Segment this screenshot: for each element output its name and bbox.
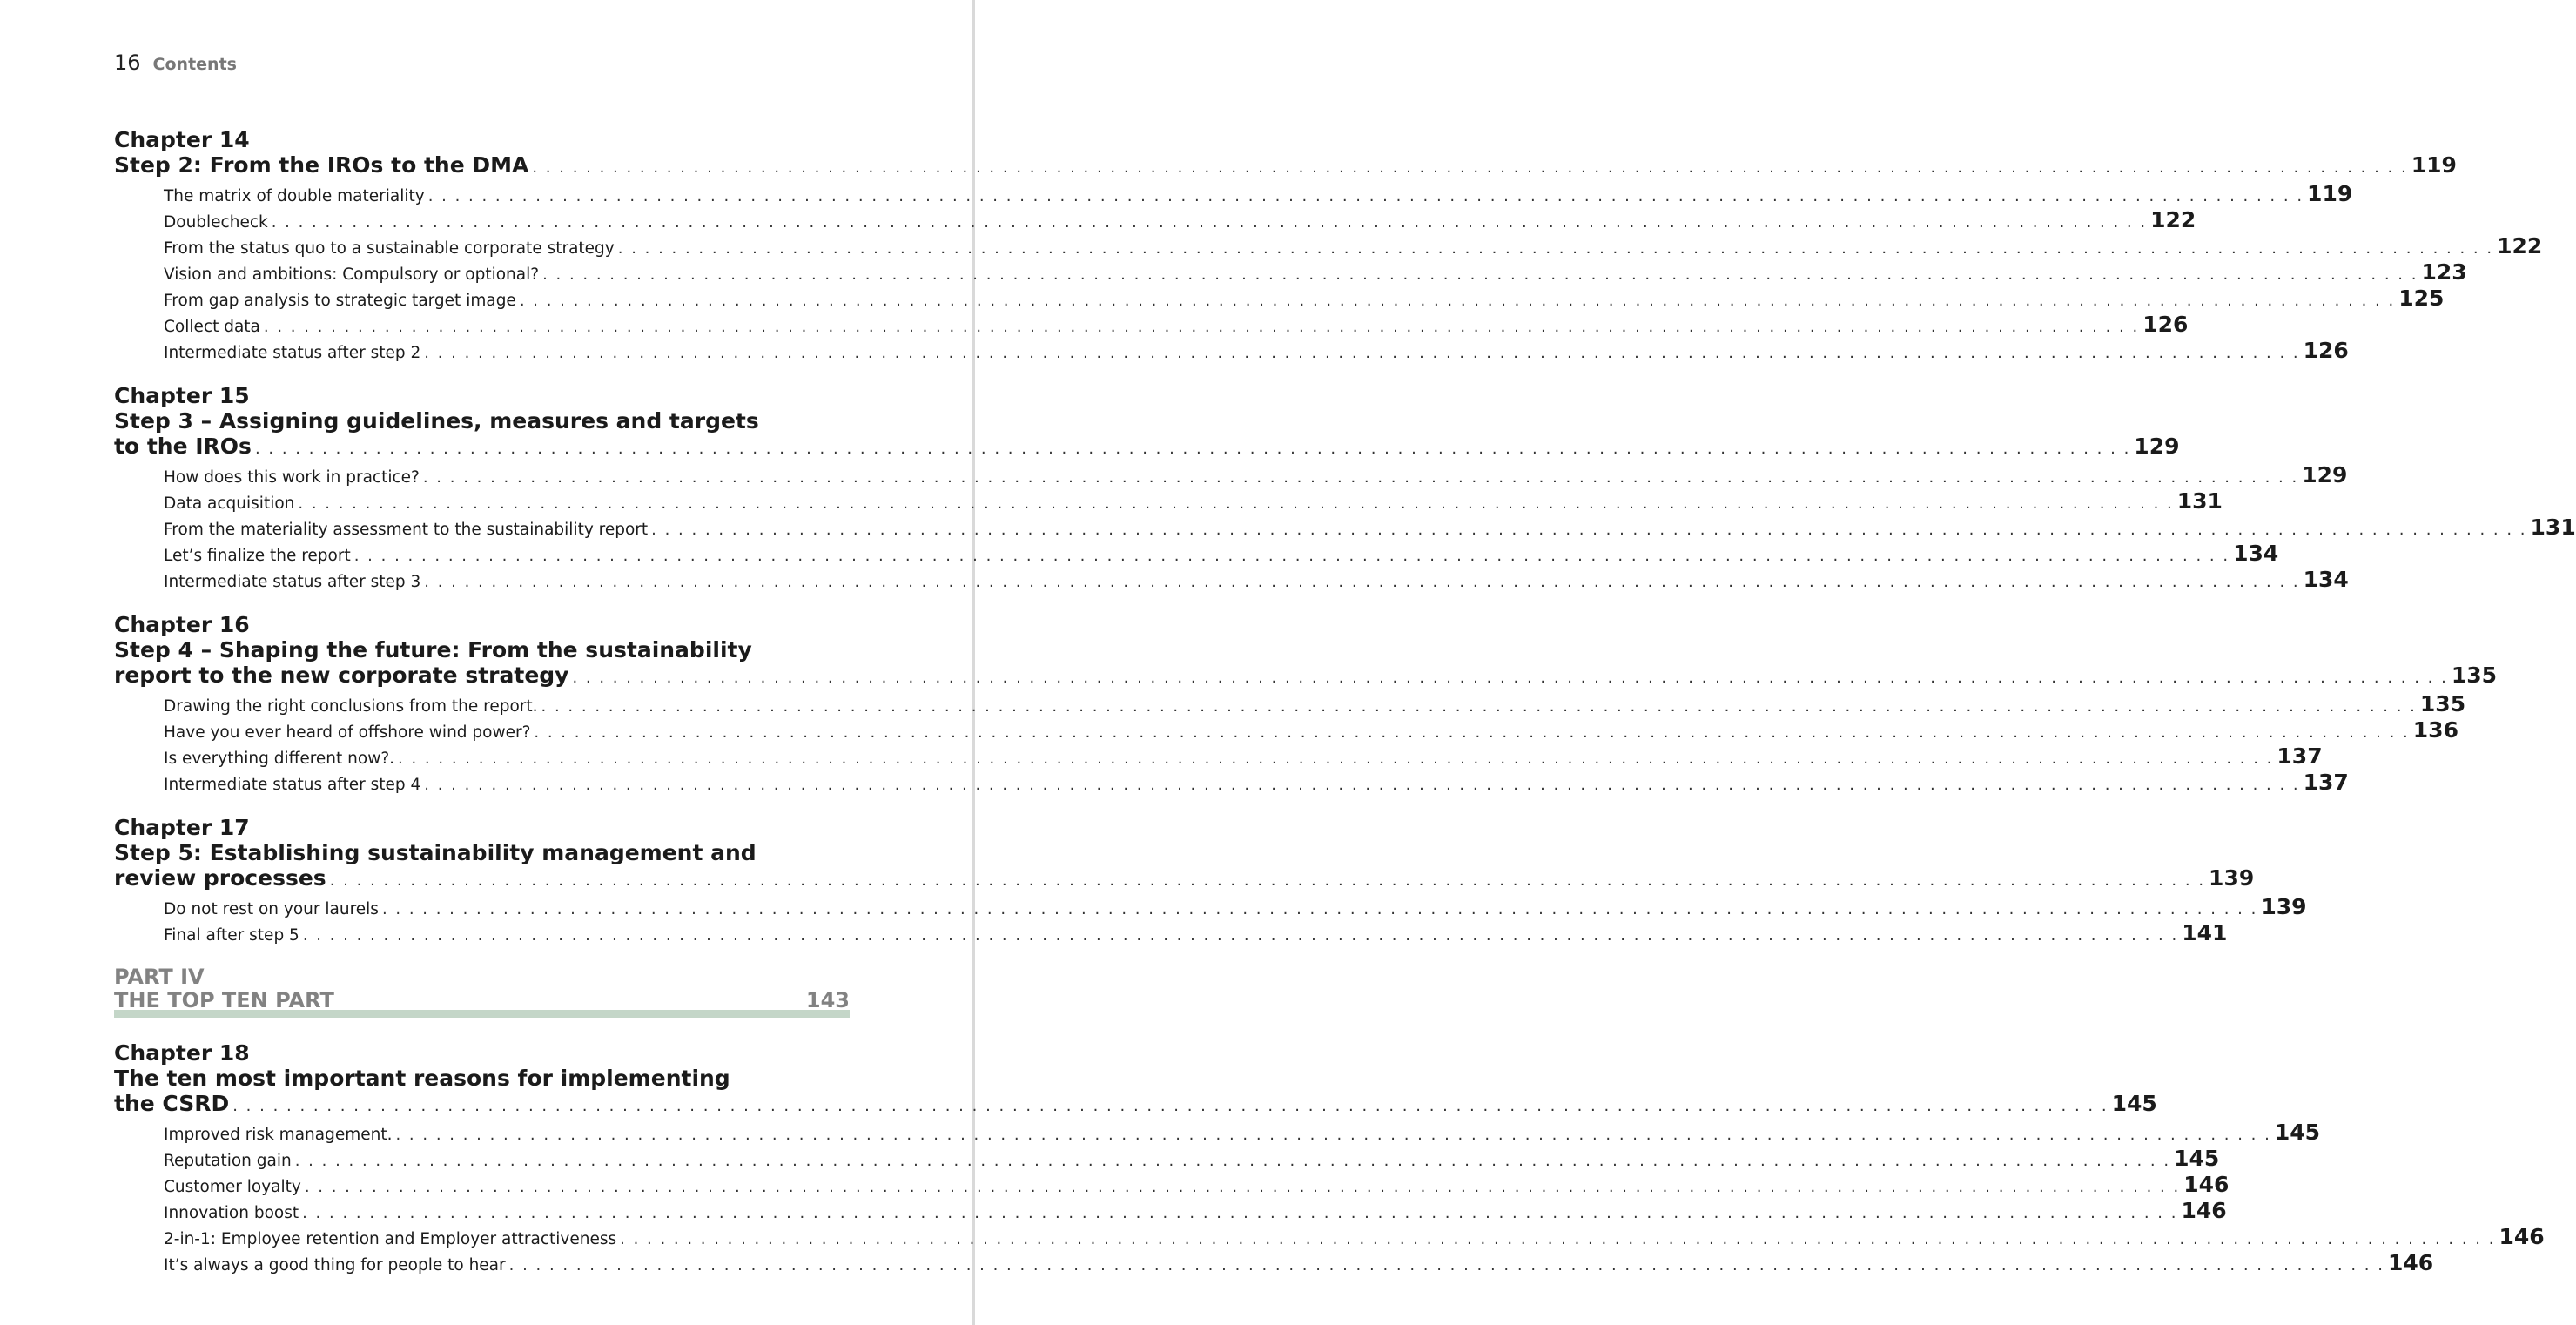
part-label: PART IV	[114, 965, 205, 989]
section-title: From gap analysis to strategic target image	[164, 292, 516, 310]
section-title: Final after step 5	[164, 926, 299, 945]
dot-leader: . . . . . . . . . . . . . . . . . . . . . . . . . . . . . . . . . . . . . . . . . . . . . . . . . . . . . . . . . . . . . . . . . . . . . . . . . . . . . . . . . . . . . . . . . . . . . . . . . . . . . . . . . . . . . . . . . . . . . . . . . . . . . . . . . . . . . . . . . . . .	[519, 292, 2396, 310]
section-title: Vision and ambitions: Compulsory or optional?	[164, 266, 540, 284]
section-page-number: 129	[2302, 462, 2348, 488]
toc-section-entry[interactable]	[164, 1250, 2434, 1277]
dot-leader: . . . . . . . . . . . . . . . . . . . . . . . . . . . . . . . . . . . . . . . . . . . . . . . . . . . . . . . . . . . . . . . . . . . . . . . . . . . . . . . . . . . . . . . . . . . . . . . . . . . . . . . . . . . . . . . . . . . . . . . . . . . . . . . . . . . . . . . . . . . .	[298, 494, 2174, 513]
chapter-17	[114, 815, 2307, 947]
part-iv	[114, 965, 850, 1018]
section-page-number: 122	[2497, 233, 2543, 259]
section-title: Do not rest on your laurels	[164, 900, 379, 918]
section-page-number: 125	[2398, 286, 2445, 311]
section-title: Drawing the right conclusions from the report.	[164, 697, 538, 716]
section-list	[114, 691, 2466, 797]
toc-section-entry[interactable]	[164, 1198, 2227, 1225]
section-page-number: 126	[2303, 338, 2349, 363]
page-number: 16	[114, 50, 141, 75]
section-page-number: 134	[2233, 541, 2279, 566]
chapter-page-number: 135	[2451, 662, 2498, 688]
dot-leader: . . . . . . . . . . . . . . . . . . . . . . . . . . . . . . . . . . . . . . . . . . . . . . . . . . . . . . . . . . . . . . . . . . . . . . . . . . . . . . . . . . . . . . . . . . . . . . . . . . . . . . . . . . . . . . . . . . . . . . . . . . . . . . . . . . . . . . . . . . . .	[508, 1256, 2384, 1275]
section-title: Is everything different now?.	[164, 750, 395, 768]
toc-section-entry[interactable]	[164, 286, 2445, 313]
section-page-number: 131	[2176, 488, 2223, 514]
dot-leader: . . . . . . . . . . . . . . . . . . . . . . . . . . . . . . . . . . . . . . . . . . . . . . . . . . . . . . . . . . . . . . . . . . . . . . . . . . . . . . . . . . . . . . . . . . . . . . . . . . . . . . . . . . . . . . . . . . . . . . . . . . . . . . . . . . . . . . . . . . . .	[302, 1204, 2178, 1222]
section-list	[114, 894, 2307, 947]
toc-section-entry[interactable]	[164, 1172, 2230, 1199]
section-page-number: 145	[2274, 1120, 2321, 1145]
section-title: From the materiality assessment to the sustainability report	[164, 521, 649, 539]
section-page-number: 123	[2421, 259, 2467, 285]
toc-section-entry[interactable]	[164, 1224, 2545, 1251]
section-list	[114, 462, 2576, 594]
section-title: Customer loyalty	[164, 1178, 301, 1196]
section-page-number: 146	[2183, 1172, 2230, 1197]
chapter-page-number: 145	[2111, 1091, 2157, 1116]
section-title: How does this work in practice?	[164, 468, 420, 487]
section-page-number: 119	[2307, 181, 2353, 206]
dot-leader: . . . . . . . . . . . . . . . . . . . . . . . . . . . . . . . . . . . . . . . . . . . . . . . . . . . . . . . . . . . . . . . . . . . . . . . . . . . . . . . . . . . . . . . . . . . . . . . . . . . . . . . . . . . . . . . . . . . . . . . . . . . . . . . . . . . . . . . . . . . .	[617, 239, 2494, 258]
dot-leader: . . . . . . . . . . . . . . . . . . . . . . . . . . . . . . . . . . . . . . . . . . . . . . . . . . . . . . . . . . . . . . . . . . . . . . . . . . . . . . . . . . . . . . . . . . . . . . . . . . . . . . . . . . . . . . . . . . . . . . . . . . . . . . . . . . . . . . . . . . . .	[381, 900, 2258, 918]
dot-leader: . . . . . . . . . . . . . . . . . . . . . . . . . . . . . . . . . . . . . . . . . . . . . . . . . . . . . . . . . . . . . . . . . . . . . . . . . . . . . . . . . . . . . . . . . . . . . . . . . . . . . . . . . . . . . . . . . . . . . . . . . . . . . . . . . . . . . . . . . . . .	[541, 697, 2417, 716]
running-header	[114, 50, 237, 78]
chapter-title-line-2: report to the new corporate strategy	[114, 662, 569, 688]
section-page-number: 146	[2387, 1250, 2434, 1275]
dot-leader: . . . . . . . . . . . . . . . . . . . . . . . . . . . . . . . . . . . . . . . . . . . . . . . . . . . . . . . . . . . . . . . . . . . . . . . . . . . . . . . . . . . . . . . . . . . . . . . . . . . . . . . . . . . . . . . . . . . . . . . . . . . . . . . . . . . . . . . . . . . .	[572, 669, 2448, 687]
section-title: Collect data	[164, 318, 260, 336]
chapter-label: Chapter 16	[114, 612, 250, 637]
toc-section-entry[interactable]	[164, 691, 2466, 718]
toc-section-entry[interactable]	[164, 1120, 2321, 1147]
dot-leader: . . . . . . . . . . . . . . . . . . . . . . . . . . . . . . . . . . . . . . . . . . . . . . . . . . . . . . . . . . . . . . . . . . . . . . . . . . . . . . . . . . . . . . . . . . . . . . . . . . . . . . . . . . . . . . . . . . . . . . . . . . . . . . . . . . . . . . . . . . . .	[422, 468, 2299, 487]
section-title: Intermediate status after step 4	[164, 776, 421, 794]
chapter-title-line-1: Step 4 – Shaping the future: From the sustainability	[114, 637, 752, 662]
toc-section-entry[interactable]	[164, 207, 2196, 234]
section-title: Intermediate status after step 2	[164, 344, 421, 362]
dot-leader: . . . . . . . . . . . . . . . . . . . . . . . . . . . . . . . . . . . . . . . . . . . . . . . . . . . . . . . . . . . . . . . . . . . . . . . . . . . . . . . . . . . . . . . . . . . . . . . . . . . . . . . . . . . . . . . . . . . . . . . . . . . . . . . . . . . . . . . . . . . .	[534, 723, 2410, 742]
chapter-title: Step 2: From the IROs to the DMA	[114, 152, 529, 178]
chapter-title-line-2: to the IROs	[114, 434, 252, 459]
chapter-title-entry[interactable]	[114, 434, 2180, 461]
section-list	[114, 1120, 2545, 1277]
section-title: Intermediate status after step 3	[164, 573, 421, 591]
toc-section-entry[interactable]	[164, 338, 2349, 365]
section-title: Let’s finalize the report	[164, 547, 351, 565]
chapter-label: Chapter 18	[114, 1040, 250, 1066]
section-title: 2-in-1: Employee retention and Employer attractiveness	[164, 1230, 617, 1248]
section-page-number: 131	[2530, 515, 2576, 540]
dot-leader: . . . . . . . . . . . . . . . . . . . . . . . . . . . . . . . . . . . . . . . . . . . . . . . . . . . . . . . . . . . . . . . . . . . . . . . . . . . . . . . . . . . . . . . . . . . . . . . . . . . . . . . . . . . . . . . . . . . . . . . . . . . . . . . . . . . . . . . . . . . .	[232, 1097, 2109, 1115]
chapter-title-entry[interactable]	[114, 662, 2498, 690]
section-title: Innovation boost	[164, 1204, 299, 1222]
toc-section-entry[interactable]	[164, 717, 2458, 744]
part-title-entry[interactable]	[114, 989, 850, 1012]
dot-leader: . . . . . . . . . . . . . . . . . . . . . . . . . . . . . . . . . . . . . . . . . . . . . . . . . . . . . . . . . . . . . . . . . . . . . . . . . . . . . . . . . . . . . . . . . . . . . . . . . . . . . . . . . . . . . . . . . . . . . . . . . . . . . . . . . . . . . . . . . . . .	[395, 1126, 2271, 1144]
chapter-18	[114, 1040, 2545, 1277]
chapter-14	[114, 127, 2543, 365]
toc-section-entry[interactable]	[164, 894, 2307, 921]
toc-section-entry[interactable]	[164, 233, 2543, 260]
dot-leader: . . . . . . . . . . . . . . . . . . . . . . . . . . . . . . . . . . . . . . . . . . . . . . . . . . . . . . . . . . . . . . . . . . . . . . . . . . . . . . . . . . . . . . . . . . . . . . . . . . . . . . . . . . . . . . . . . . . . . . . . . . . . . . . . . . . . . . . . . . . .	[542, 266, 2418, 284]
chapter-16	[114, 612, 2498, 797]
dot-leader: . . . . . . . . . . . . . . . . . . . . . . . . . . . . . . . . . . . . . . . . . . . . . . . . . . . . . . . . . . . . . . . . . . . . . . . . . . . . . . . . . . . . . . . . . . . . . . . . . . . . . . . . . . . . . . . . . . . . . . . . . . . . . . . . . . . . . . . . . . . .	[353, 547, 2230, 565]
section-page-number: 139	[2261, 894, 2307, 919]
dot-leader: . . . . . . . . . . . . . . . . . . . . . . . . . . . . . . . . . . . . . . . . . . . . . . . . . . . . . . . . . . . . . . . . . . . . . . . . . . . . . . . . . . . . . . . . . . . . . . . . . . . . . . . . . . . . . . . . . . . . . . . . . . . . . . . . . . . . . . . . . . . .	[424, 776, 2300, 794]
section-title: Doublecheck	[164, 213, 268, 232]
toc-section-entry[interactable]	[164, 312, 2189, 339]
running-title: Contents	[152, 55, 237, 74]
part-page-number: 143	[805, 988, 850, 1012]
chapter-label: Chapter 17	[114, 815, 250, 840]
toc-section-entry[interactable]	[164, 515, 2576, 541]
toc-section-entry[interactable]	[164, 181, 2353, 208]
chapter-label: Chapter 14	[114, 127, 250, 152]
chapter-title-line-1: Step 5: Establishing sustainability management and	[114, 840, 757, 865]
dot-leader: . . . . . . . . . . . . . . . . . . . . . . . . . . . . . . . . . . . . . . . . . . . . . . . . . . . . . . . . . . . . . . . . . . . . . . . . . . . . . . . . . . . . . . . . . . . . . . . . . . . . . . . . . . . . . . . . . . . . . . . . . . . . . . . . . . . . . . . . . . . .	[304, 1178, 2181, 1196]
dot-leader: . . . . . . . . . . . . . . . . . . . . . . . . . . . . . . . . . . . . . . . . . . . . . . . . . . . . . . . . . . . . . . . . . . . . . . . . . . . . . . . . . . . . . . . . . . . . . . . . . . . . . . . . . . . . . . . . . . . . . . . . . . . . . . . . . . . . . . . . . . . .	[329, 871, 2206, 890]
table-of-contents	[114, 127, 2576, 1295]
section-title: Data acquisition	[164, 494, 295, 513]
section-page-number: 146	[2181, 1198, 2227, 1223]
section-page-number: 137	[2303, 770, 2349, 795]
dot-leader: . . . . . . . . . . . . . . . . . . . . . . . . . . . . . . . . . . . . . . . . . . . . . . . . . . . . . . . . . . . . . . . . . . . . . . . . . . . . . . . . . . . . . . . . . . . . . . . . . . . . . . . . . . . . . . . . . . . . . . . . . . . . . . . . . . . . . . . . . . . .	[302, 926, 2179, 945]
chapter-label: Chapter 15	[114, 383, 250, 408]
chapter-page-number: 139	[2209, 865, 2255, 891]
section-page-number: 145	[2174, 1146, 2220, 1171]
section-title: The matrix of double materiality	[164, 187, 425, 205]
section-page-number: 135	[2419, 691, 2466, 716]
toc-section-entry[interactable]	[164, 259, 2467, 286]
dot-leader: . . . . . . . . . . . . . . . . . . . . . . . . . . . . . . . . . . . . . . . . . . . . . . . . . . . . . . . . . . . . . . . . . . . . . . . . . . . . . . . . . . . . . . . . . . . . . . . . . . . . . . . . . . . . . . . . . . . . . . . . . . . . . . . . . . . . . . . . . . . .	[424, 344, 2300, 362]
dot-leader: . . . . . . . . . . . . . . . . . . . . . . . . . . . . . . . . . . . . . . . . . . . . . . . . . . . . . . . . . . . . . . . . . . . . . . . . . . . . . . . . . . . . . . . . . . . . . . . . . . . . . . . . . . . . . . . . . . . . . . . . . . . . . . . . . . . . . . . . . . . .	[254, 440, 2131, 458]
chapter-title-entry[interactable]	[114, 865, 2255, 893]
dot-leader: . . . . . . . . . . . . . . . . . . . . . . . . . . . . . . . . . . . . . . . . . . . . . . . . . . . . . . . . . . . . . . . . . . . . . . . . . . . . . . . . . . . . . . . . . . . . . . . . . . . . . . . . . . . . . . . . . . . . . . . . . . . . . . . . . . . . . . . . . . . .	[398, 750, 2274, 768]
dot-leader: . . . . . . . . . . . . . . . . . . . . . . . . . . . . . . . . . . . . . . . . . . . . . . . . . . . . . . . . . . . . . . . . . . . . . . . . . . . . . . . . . . . . . . . . . . . . . . . . . . . . . . . . . . . . . . . . . . . . . . . . . . . . . . . . . . . . . . . . . . . .	[294, 1152, 2171, 1170]
chapter-15	[114, 383, 2576, 594]
dot-leader: . . . . . . . . . . . . . . . . . . . . . . . . . . . . . . . . . . . . . . . . . . . . . . . . . . . . . . . . . . . . . . . . . . . . . . . . . . . . . . . . . . . . . . . . . . . . . . . . . . . . . . . . . . . . . . . . . . . . . . . . . . . . . . . . . . . . . . . . . . . .	[424, 573, 2300, 591]
chapter-page-number: 119	[2411, 152, 2457, 178]
dot-leader: . . . . . . . . . . . . . . . . . . . . . . . . . . . . . . . . . . . . . . . . . . . . . . . . . . . . . . . . . . . . . . . . . . . . . . . . . . . . . . . . . . . . . . . . . . . . . . . . . . . . . . . . . . . . . . . . . . . . . . . . . . . . . . . . . . . . . . . . . . . .	[620, 1230, 2496, 1248]
section-title: Reputation gain	[164, 1152, 292, 1170]
section-title: From the status quo to a sustainable corporate strategy	[164, 239, 615, 258]
chapter-title-entry[interactable]	[114, 152, 2457, 180]
dot-leader: . . . . . . . . . . . . . . . . . . . . . . . . . . . . . . . . . . . . . . . . . . . . . . . . . . . . . . . . . . . . . . . . . . . . . . . . . . . . . . . . . . . . . . . . . . . . . . . . . . . . . . . . . . . . . . . . . . . . . . . . . . . . . . . . . . . . . . . . . . . .	[427, 187, 2304, 205]
section-page-number: 146	[2499, 1224, 2545, 1249]
chapter-title-line-2: the CSRD	[114, 1091, 230, 1116]
section-title: Improved risk management.	[164, 1126, 393, 1144]
section-page-number: 134	[2303, 567, 2349, 592]
toc-section-entry[interactable]	[164, 920, 2228, 947]
toc-section-entry[interactable]	[164, 567, 2349, 594]
chapter-title-line-2: review processes	[114, 865, 326, 891]
chapter-page-number: 129	[2134, 434, 2180, 459]
section-page-number: 136	[2412, 717, 2458, 743]
dot-leader: . . . . . . . . . . . . . . . . . . . . . . . . . . . . . . . . . . . . . . . . . . . . . . . . . . . . . . . . . . . . . . . . . . . . . . . . . . . . . . . . . . . . . . . . . . . . . . . . . . . . . . . . . . . . . . . . . . . . . . . . . . . . . . . . . . . . . . . . . . . .	[263, 318, 2140, 336]
toc-section-entry[interactable]	[164, 541, 2279, 568]
toc-section-entry[interactable]	[164, 743, 2323, 770]
section-title: It’s always a good thing for people to hear	[164, 1256, 506, 1275]
toc-section-entry[interactable]	[164, 462, 2348, 489]
chapter-title-line-1: The ten most important reasons for implementing	[114, 1066, 730, 1091]
dot-leader: . . . . . . . . . . . . . . . . . . . . . . . . . . . . . . . . . . . . . . . . . . . . . . . . . . . . . . . . . . . . . . . . . . . . . . . . . . . . . . . . . . . . . . . . . . . . . . . . . . . . . . . . . . . . . . . . . . . . . . . . . . . . . . . . . . . . . . . . . . . .	[651, 521, 2527, 539]
section-page-number: 126	[2142, 312, 2189, 337]
section-page-number: 141	[2182, 920, 2228, 945]
section-title: Have you ever heard of offshore wind power?	[164, 723, 531, 742]
part-title: THE TOP TEN PART	[114, 988, 334, 1012]
toc-section-entry[interactable]	[164, 488, 2223, 515]
chapter-title-entry[interactable]	[114, 1091, 2157, 1119]
section-page-number: 137	[2277, 743, 2323, 769]
toc-section-entry[interactable]	[164, 770, 2349, 797]
section-list	[114, 181, 2543, 365]
chapter-title-line-1: Step 3 – Assigning guidelines, measures and targets	[114, 408, 759, 434]
dot-leader: . . . . . . . . . . . . . . . . . . . . . . . . . . . . . . . . . . . . . . . . . . . . . . . . . . . . . . . . . . . . . . . . . . . . . . . . . . . . . . . . . . . . . . . . . . . . . . . . . . . . . . . . . . . . . . . . . . . . . . . . . . . . . . . . . . . . . . . . . . . .	[271, 213, 2148, 232]
dot-leader: . . . . . . . . . . . . . . . . . . . . . . . . . . . . . . . . . . . . . . . . . . . . . . . . . . . . . . . . . . . . . . . . . . . . . . . . . . . . . . . . . . . . . . . . . . . . . . . . . . . . . . . . . . . . . . . . . . . . . . . . . . . . . . . . . . . . . . . . . . . .	[532, 158, 2408, 177]
section-page-number: 122	[2150, 207, 2196, 232]
toc-section-entry[interactable]	[164, 1146, 2220, 1173]
